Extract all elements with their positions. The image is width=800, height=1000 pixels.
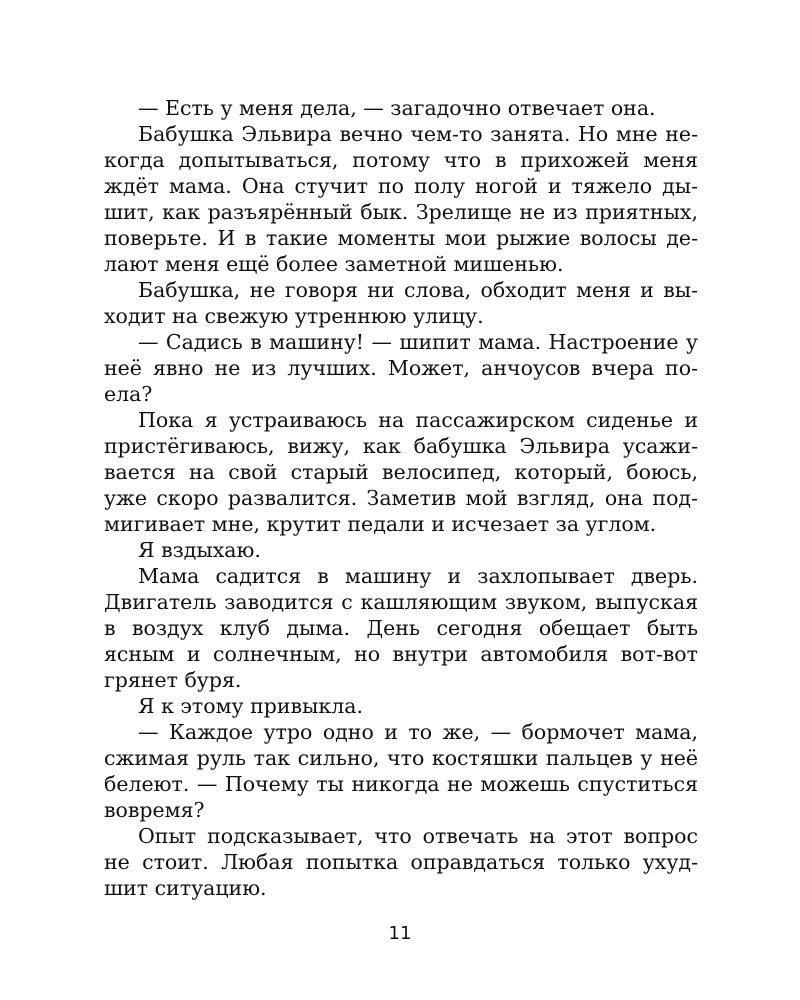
- paragraph: Я к этому привыкла.: [138, 694, 363, 718]
- paragraph: Бабушка Эльвира вечно чем-то занята. Но мне некогда допытываться, потому что в прихожей меня ждёт мама. Она стучит по полу ногой и тяжело дышит, как разъярённый бык. Зрелище не из приятных, поверьте. И в такие моменты мои рыжие волосы делают меня ещё более заметной мишенью.: [104, 122, 698, 276]
- paragraph: — Каждое утро одно и то же, — бормочет мама, сжимая руль так сильно, что костяшки пальцев у неё белеют. — Почему ты никогда не можешь спуститься вовремя?: [104, 720, 698, 822]
- paragraph: — Садись в машину! — шипит мама. Настроение у неё явно не из лучших. Может, анчоусов вчера поела?: [104, 330, 698, 406]
- body-text: [104, 95, 698, 901]
- paragraph: — Есть у меня дела, — загадочно отвечает она.: [138, 96, 656, 120]
- page-number: 11: [388, 923, 412, 944]
- paragraph: Бабушка, не говоря ни слова, обходит меня и выходит на свежую утреннюю улицу.: [104, 278, 698, 328]
- paragraph: Я вздыхаю.: [138, 538, 261, 562]
- paragraph: Пока я устраиваюсь на пассажирском сиденье и пристёгиваюсь, вижу, как бабушка Эльвира усаживается на свой старый велосипед, который, боюсь, уже скоро развалится. Заметив мой взгляд, она подмигивает мне, крутит педали и исчезает за углом.: [104, 408, 698, 536]
- paragraph: Мама садится в машину и захлопывает дверь. Двигатель заводится с кашляющим звуком, выпуская в воздух клуб дыма. День сегодня обещает быть ясным и солнечным, но внутри автомобиля вот-вот грянет буря.: [104, 564, 698, 692]
- paragraph: Опыт подсказывает, что отвечать на этот вопрос не стоит. Любая попытка оправдаться только ухудшит ситуацию.: [104, 824, 698, 900]
